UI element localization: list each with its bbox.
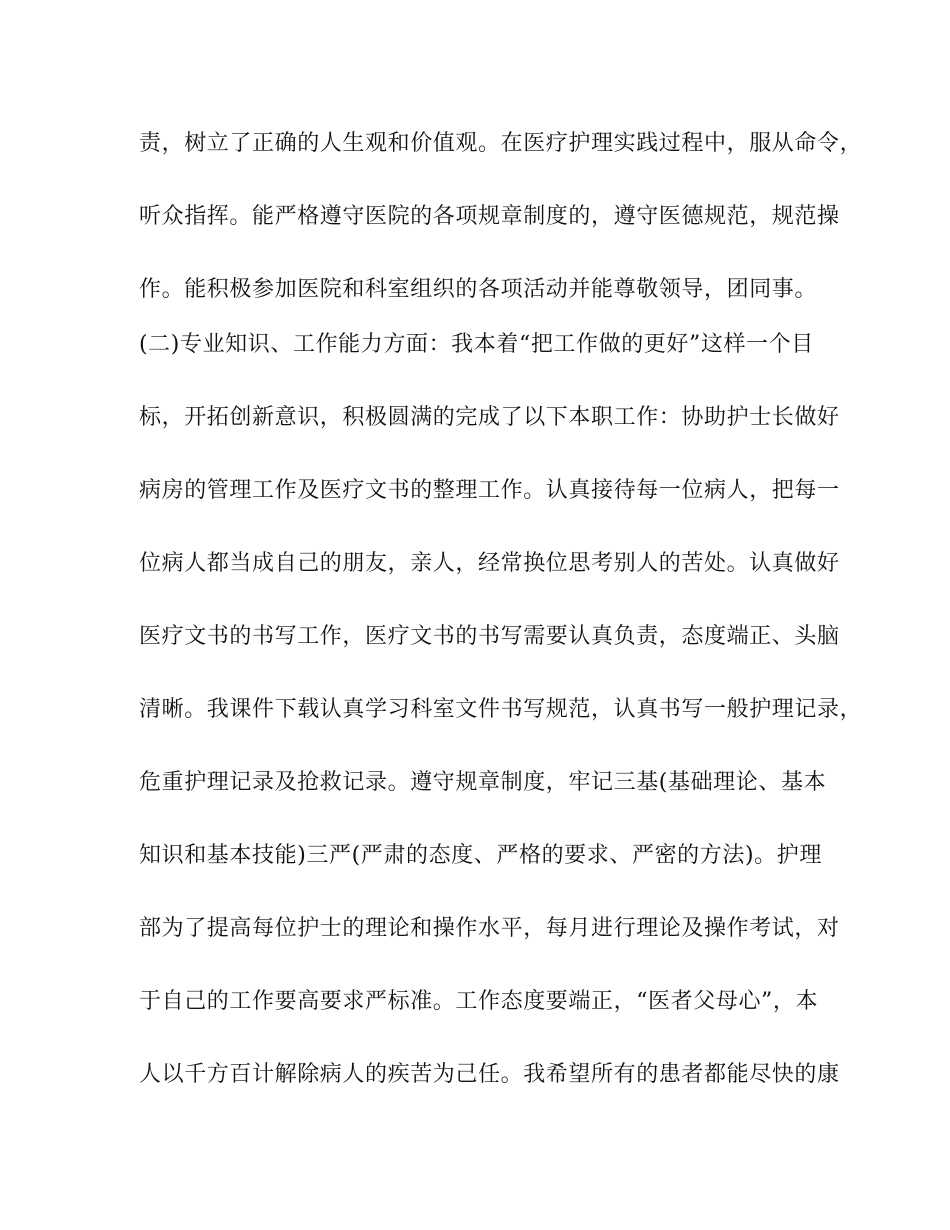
text-line-5: 标，开拓创新意识，积极圆满的完成了以下本职工作：协助护士长做好	[139, 405, 840, 430]
text-line-7: 位病人都当成自己的朋友，亲人，经常换位思考别人的苦处。认真做好	[139, 551, 840, 576]
text-line-14: 人以千方百计解除病人的疾苦为己任。我希望所有的患者都能尽快的康	[139, 1062, 840, 1087]
text-line-1: 责，树立了正确的人生观和价值观。在医疗护理实践过程中，服从命令，	[139, 131, 863, 156]
text-line-9: 清晰。我课件下载认真学习科室文件书写规范，认真书写一般护理记录，	[139, 697, 863, 722]
text-line-10: 危重护理记录及抢救记录。遵守规章制度，牢记三基(基础理论、基本	[139, 770, 827, 795]
text-line-12: 部为了提高每位护士的理论和操作水平，每月进行理论及操作考试，对	[139, 916, 840, 941]
text-line-11: 知识和基本技能)三严(严肃的态度、严格的要求、严密的方法)。护理	[139, 843, 822, 868]
text-line-8: 医疗文书的书写工作，医疗文书的书写需要认真负责，态度端正、头脑	[139, 624, 840, 649]
text-line-4: (二)专业知识、工作能力方面：我本着“把工作做的更好”这样一个目	[139, 332, 814, 357]
text-line-3: 作。能积极参加医院和科室组织的各项活动并能尊敬领导，团同事。	[139, 277, 818, 302]
text-line-2: 听众指挥。能严格遵守医院的各项规章制度的，遵守医德规范，规范操	[139, 204, 840, 229]
text-line-6: 病房的管理工作及医疗文书的整理工作。认真接待每一位病人，把每一	[139, 478, 840, 503]
text-line-13: 于自己的工作要高要求严标准。工作态度要端正，“医者父母心”，本	[139, 989, 819, 1014]
document-body	[139, 122, 863, 1126]
